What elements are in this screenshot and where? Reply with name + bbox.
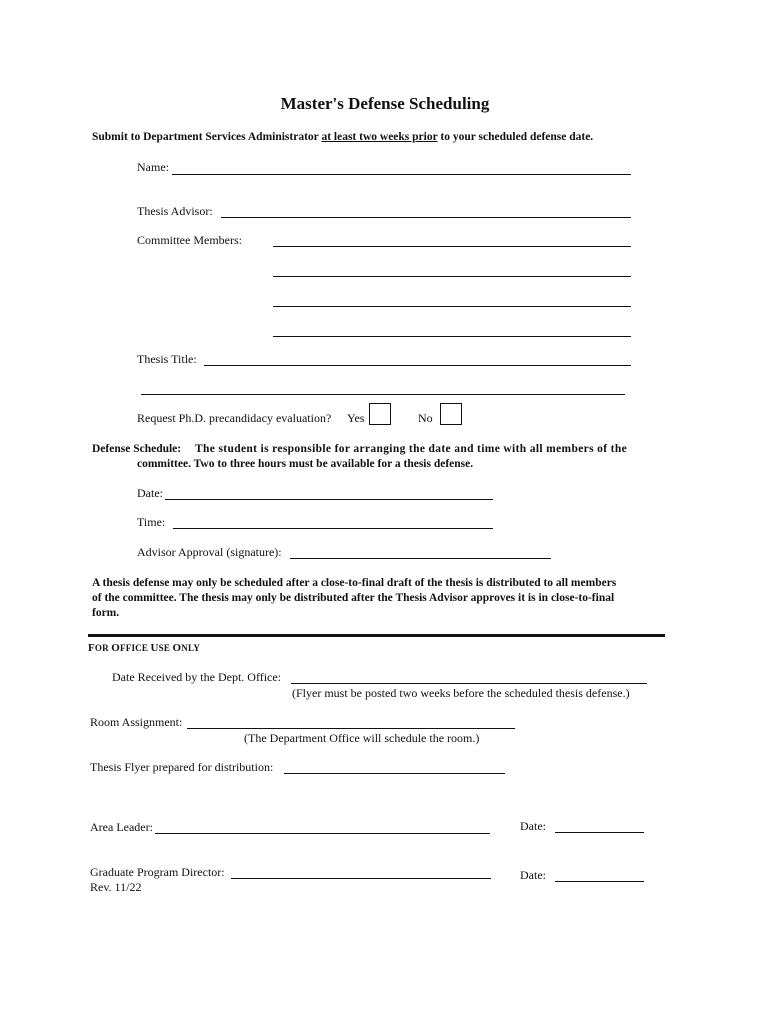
office-heading-part: F (88, 642, 95, 654)
no-checkbox[interactable] (440, 403, 462, 425)
area-leader-field[interactable] (155, 833, 490, 834)
submission-instruction (92, 131, 593, 143)
defense-schedule-text-line2: committee. Two to three hours must be available for a thesis defense. (137, 458, 474, 470)
graduate-director-date-field[interactable] (555, 881, 644, 882)
thesis-flyer-field[interactable] (284, 773, 505, 774)
committee-member-field-1[interactable] (273, 246, 631, 247)
office-heading-part: SE (158, 643, 173, 653)
thesis-title-label: Thesis Title: (137, 352, 197, 366)
graduate-director-label: Graduate Program Director: (90, 865, 225, 879)
yes-label: Yes (347, 411, 365, 425)
revision-label: Rev. 11/22 (90, 880, 142, 894)
date-label: Date: (137, 486, 163, 500)
distribution-notice-line2: of the committee. The thesis may only be distributed after the Thesis Advisor approves it is in close-to-final (92, 592, 615, 604)
instruction-text-after: to your scheduled defense date. (437, 131, 594, 143)
area-leader-date-field[interactable] (555, 832, 644, 833)
distribution-notice-line3: form. (92, 607, 120, 619)
page-title: Master's Defense Scheduling (280, 94, 490, 113)
advisor-approval-label: Advisor Approval (signature): (137, 545, 282, 559)
committee-member-field-4[interactable] (273, 336, 631, 337)
committee-members-label: Committee Members: (137, 233, 242, 247)
office-heading-part: U (150, 642, 159, 654)
precandidacy-question: Request Ph.D. precandidacy evaluation? (137, 411, 332, 425)
area-leader-label: Area Leader: (90, 820, 153, 834)
office-heading-part: O (172, 642, 182, 654)
name-field[interactable] (172, 174, 631, 175)
no-label: No (418, 411, 433, 425)
office-heading-part: O (111, 642, 121, 654)
instruction-underlined: at least two weeks prior (321, 131, 438, 143)
flyer-note: (Flyer must be posted two weeks before the scheduled thesis defense.) (292, 686, 630, 700)
graduate-director-date-label: Date: (520, 868, 546, 882)
thesis-advisor-label: Thesis Advisor: (137, 204, 213, 218)
yes-checkbox[interactable] (369, 403, 391, 425)
office-heading-part: FFICE (120, 643, 151, 653)
distribution-notice-line1: A thesis defense may only be scheduled after a close-to-final draft of the thesis is distributed to all members (92, 577, 617, 589)
room-note: (The Department Office will schedule the room.) (244, 731, 480, 745)
defense-date-field[interactable] (165, 499, 493, 500)
time-label: Time: (137, 515, 166, 529)
advisor-signature-field[interactable] (290, 558, 551, 559)
committee-member-field-3[interactable] (273, 306, 631, 307)
defense-time-field[interactable] (173, 528, 493, 529)
thesis-title-field[interactable] (204, 365, 631, 366)
committee-member-field-2[interactable] (273, 276, 631, 277)
office-heading-part: NLY (181, 643, 201, 653)
name-label: Name: (137, 160, 169, 174)
date-received-label: Date Received by the Dept. Office: (112, 670, 282, 684)
thesis-advisor-field[interactable] (221, 217, 631, 218)
defense-schedule-text-line1: The student is responsible for arranging the date and time with all members of the (195, 443, 628, 455)
area-leader-date-label: Date: (520, 819, 546, 833)
office-divider (88, 634, 665, 637)
thesis-title-field-continued[interactable] (141, 394, 625, 395)
defense-schedule-label: Defense Schedule: (92, 443, 182, 455)
thesis-flyer-label: Thesis Flyer prepared for distribution: (90, 760, 274, 774)
office-use-heading (88, 642, 200, 654)
office-heading-part: OR (94, 643, 112, 653)
graduate-director-field[interactable] (231, 878, 491, 879)
room-assignment-field[interactable] (187, 728, 515, 729)
instruction-text-before: Submit to Department Services Administrator (92, 131, 322, 143)
room-assignment-label: Room Assignment: (90, 715, 183, 729)
date-received-field[interactable] (291, 683, 647, 684)
